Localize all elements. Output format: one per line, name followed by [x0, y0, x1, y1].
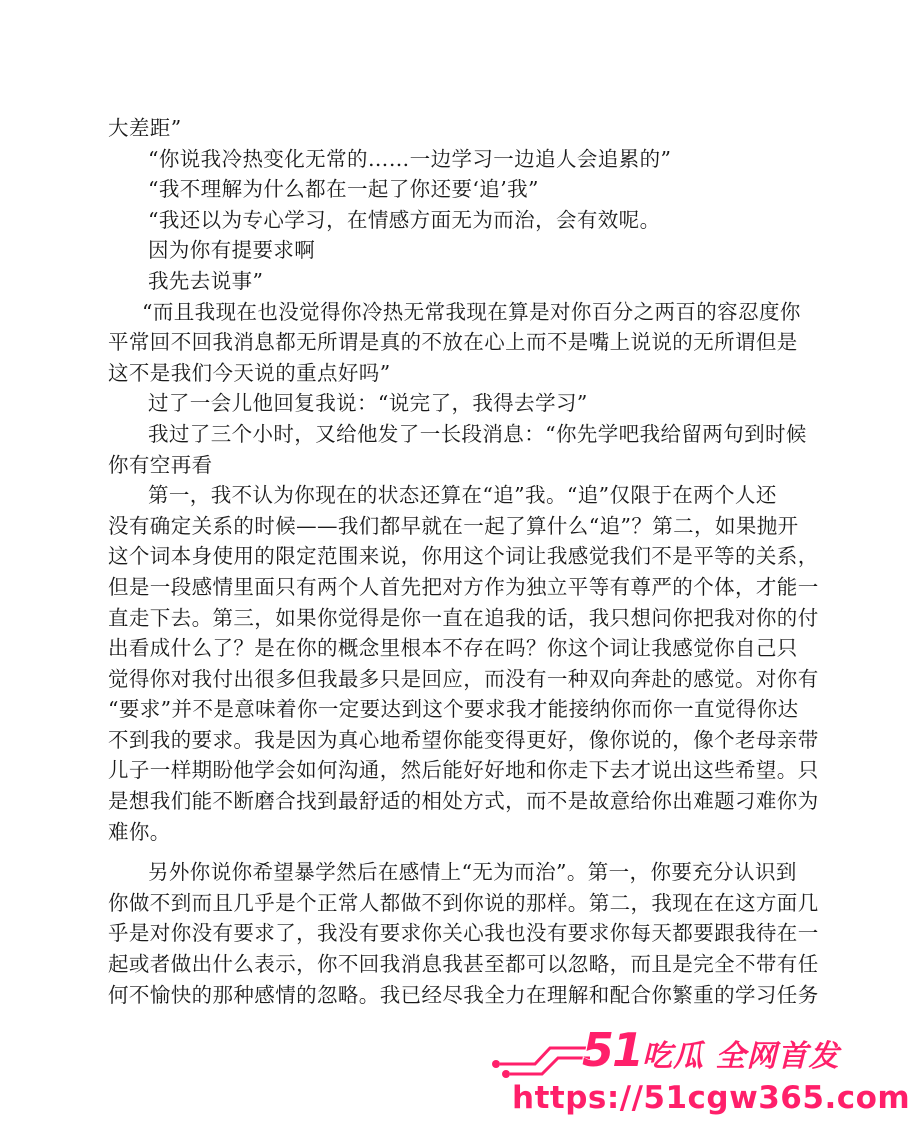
text-line: 出看成什么了？是在你的概念里根本不存在吗？你这个词让我感觉你自己只	[108, 636, 798, 661]
text-line: 是想我们能不断磨合找到最舒适的相处方式，而不是故意给你出难题刁难你为	[108, 789, 819, 814]
watermark-logo-text: 吃瓜 全网首发	[642, 1039, 840, 1074]
watermark-logo	[582, 1023, 839, 1077]
text-line: “要求”并不是意味着你一定要达到这个要求我才能接纳你而你一直觉得你达	[108, 697, 799, 722]
text-line: 直走下去。第三，如果你觉得是你一直在追我的话，我只想问你把我对你的付	[108, 605, 819, 630]
text-line: 这不是我们今天说的重点好吗”	[108, 360, 391, 385]
text-line: 不到我的要求。我是因为真心地希望你能变得更好，像你说的，像个老母亲带	[108, 727, 819, 752]
text-line: 过了一会儿他回复我说：“说完了，我得去学习”	[148, 391, 588, 416]
text-line: 难你。	[108, 819, 171, 844]
watermark-logo-number: 51	[582, 1023, 643, 1077]
text-line: 因为你有提要求啊	[148, 238, 316, 263]
watermark-url: https://51cgw365.com	[512, 1080, 910, 1116]
text-line: 另外你说你希望暴学然后在感情上“无为而治”。第一，你要充分认识到	[148, 860, 797, 885]
text-line: 你有空再看	[108, 452, 213, 477]
text-line: 但是一段感情里面只有两个人首先把对方作为独立平等有尊严的个体，才能一	[108, 574, 819, 599]
text-line: 儿子一样期盼他学会如何沟通，然后能好好地和你走下去才说出这些希望。只	[108, 758, 819, 783]
text-line: 觉得你对我付出很多但我最多只是回应，而没有一种双向奔赴的感觉。对你有	[108, 666, 819, 691]
text-line: 大差距”	[108, 116, 182, 140]
text-line: 乎是对你没有要求了，我没有要求你关心我也没有要求你每天都要跟我待在一	[108, 921, 819, 946]
text-line: 没有确定关系的时候——我们都早就在一起了算什么“追”？第二，如果抛开	[108, 513, 799, 538]
text-line: 你做不到而且几乎是个正常人都做不到你说的那样。第二，我现在在这方面几	[108, 890, 819, 915]
text-line: “而且我现在也没觉得你冷热无常我现在算是对你百分之两百的容忍度你	[142, 299, 801, 324]
text-line: 我先去说事”	[148, 268, 264, 293]
text-line: “你说我冷热变化无常的……一边学习一边追人会追累的”	[148, 146, 672, 171]
document-body	[108, 113, 819, 1010]
text-line: 平常回不回我消息都无所谓是真的不放在心上而不是嘴上说说的无所谓但是	[108, 330, 798, 355]
text-line: 第一，我不认为你现在的状态还算在“追”我。“追”仅限于在两个人还	[148, 483, 777, 508]
text-line: “我还以为专心学习，在情感方面无为而治，会有效呢。	[148, 207, 661, 232]
text-line: 这个词本身使用的限定范围来说，你用这个词让我感觉我们不是平等的关系，	[108, 544, 819, 569]
text-line: 起或者做出什么表示，你不回我消息我甚至都可以忽略，而且是完全不带有任	[108, 952, 819, 977]
text-line: 何不愉快的那种感情的忽略。我已经尽我全力在理解和配合你繁重的学习任务	[108, 982, 819, 1007]
text-line: “我不理解为什么都在一起了你还要‘追’我”	[148, 177, 539, 202]
text-line: 我过了三个小时，又给他发了一长段消息：“你先学吧我给留两句到时候	[148, 421, 807, 446]
